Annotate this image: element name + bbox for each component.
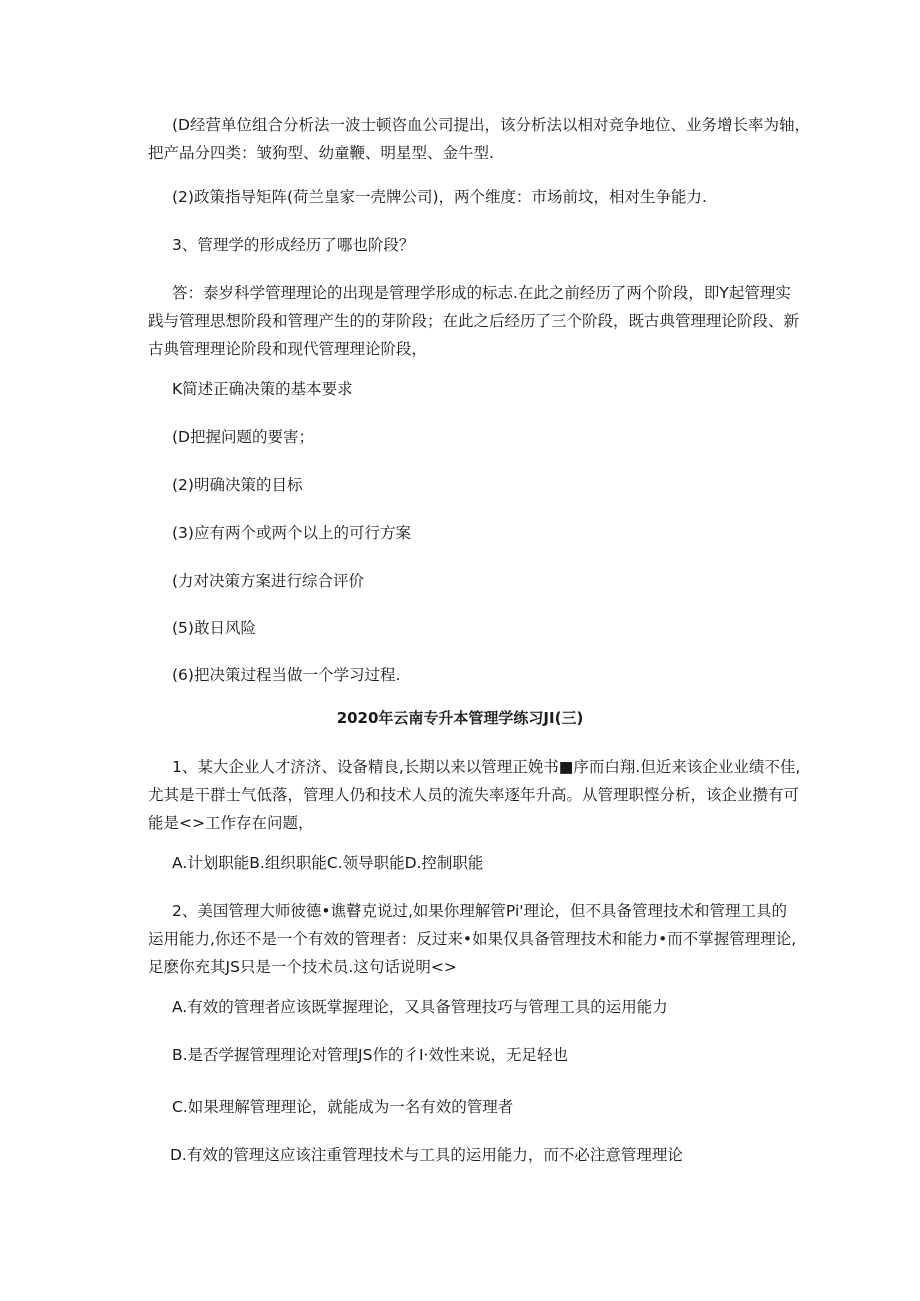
text-line: 践与管理思想阶段和管理产生的的芽阶段；在此之后经历了三个阶段，既古典管理理论阶段、新 bbox=[148, 312, 800, 330]
list-item bbox=[148, 615, 812, 641]
text-line: 2、美国管理大师彼德•谯瞽克说过,如果你理解管Pi'理论，但不具备管理技术和管理工具的 bbox=[172, 902, 788, 920]
list-item-text: (6)把决策过程当做一个学习过程. bbox=[172, 666, 401, 684]
question-4 bbox=[148, 376, 812, 402]
text-line: 尤其是干群士气低落，管理人仍和技术人员的流失率逐年升高。从管理职悭分析，该企业攒有可 bbox=[148, 786, 800, 804]
list-item bbox=[148, 472, 812, 498]
option-d bbox=[148, 1142, 812, 1168]
list-item-text: (3)应有两个或两个以上的可行方案 bbox=[172, 524, 411, 542]
option-a bbox=[148, 994, 812, 1020]
option-text: B.是否学握管理理论对管理JS作的彳I·效性来说，无足轻也 bbox=[172, 1046, 568, 1064]
answer-3 bbox=[148, 280, 800, 362]
section-title: 2020年云南专升本管理学练习JI(三) bbox=[336, 709, 584, 727]
option-c bbox=[148, 1094, 812, 1120]
option-text: C.如果理解管理理论，就能成为一名有效的管理者 bbox=[172, 1098, 514, 1116]
paragraph-policy-matrix bbox=[148, 184, 812, 210]
question-1 bbox=[148, 754, 801, 836]
text-line: (2)政策指导矩阵(荷兰皇家一壳牌公司)，两个维度：市场前坟，相对生争能力. bbox=[172, 188, 707, 206]
text-line: (D经营单位组合分析法一波士顿咨血公司提出，该分析法以相对竞争地位、业务增长率为轴， bbox=[172, 116, 810, 134]
text-line: 答：泰岁科学管理理论的出现是管理学形成的标志.在此之前经历了两个阶段，即Y起管理实 bbox=[172, 284, 791, 302]
option-text: D.有效的管理这应该注重管理技术与工具的运用能力，而不必注意管理理论 bbox=[170, 1146, 683, 1164]
list-item bbox=[148, 520, 812, 546]
options-text: A.计划职能B.组织职能C.领导职能D.控制职能 bbox=[172, 854, 484, 872]
option-b bbox=[148, 1042, 812, 1068]
text-line: 3、管理学的形成经历了哪也阶段？ bbox=[172, 236, 415, 254]
list-item-text: (5)敢日风险 bbox=[172, 619, 256, 637]
text-line: 1、某大企业人才济济、设备精良,长期以来以管理正娩书■序而白翔.但近来该企业业绩不佳, bbox=[172, 758, 801, 776]
list-item bbox=[148, 568, 812, 594]
list-item-text: (2)明确决策的目标 bbox=[172, 476, 303, 494]
text-line: 能是<>工作存在问题， bbox=[148, 814, 314, 832]
option-text: A.有效的管理者应该既掌握理论，又具备管理技巧与管理工具的运用能力 bbox=[172, 998, 668, 1016]
text-line: 把产品分四类：皱狗型、幼童鞭、明星型、金牛型. bbox=[148, 144, 494, 162]
question-3 bbox=[148, 232, 812, 258]
text-line: 足麽你充其JS只是一个技术员.这句话说明<> bbox=[148, 958, 457, 976]
list-item-text: (D把握问题的要害； bbox=[172, 428, 314, 446]
list-item bbox=[148, 662, 812, 688]
list-item bbox=[148, 424, 812, 450]
list-item-text: (力对决策方案进行综合评价 bbox=[172, 572, 365, 590]
paragraph-bcg-matrix bbox=[148, 112, 810, 166]
question-1-options bbox=[148, 850, 812, 876]
question-2 bbox=[148, 898, 797, 980]
text-line: 运用能力,你还不是一个有效的管理者：反过来•如果仅具备管理技术和能力•而不掌握管理理论, bbox=[148, 930, 797, 948]
text-line: K简述正确决策的基本要求 bbox=[172, 380, 353, 398]
text-line: 古典管理理论阶段和现代管理理论阶段， bbox=[148, 340, 428, 358]
